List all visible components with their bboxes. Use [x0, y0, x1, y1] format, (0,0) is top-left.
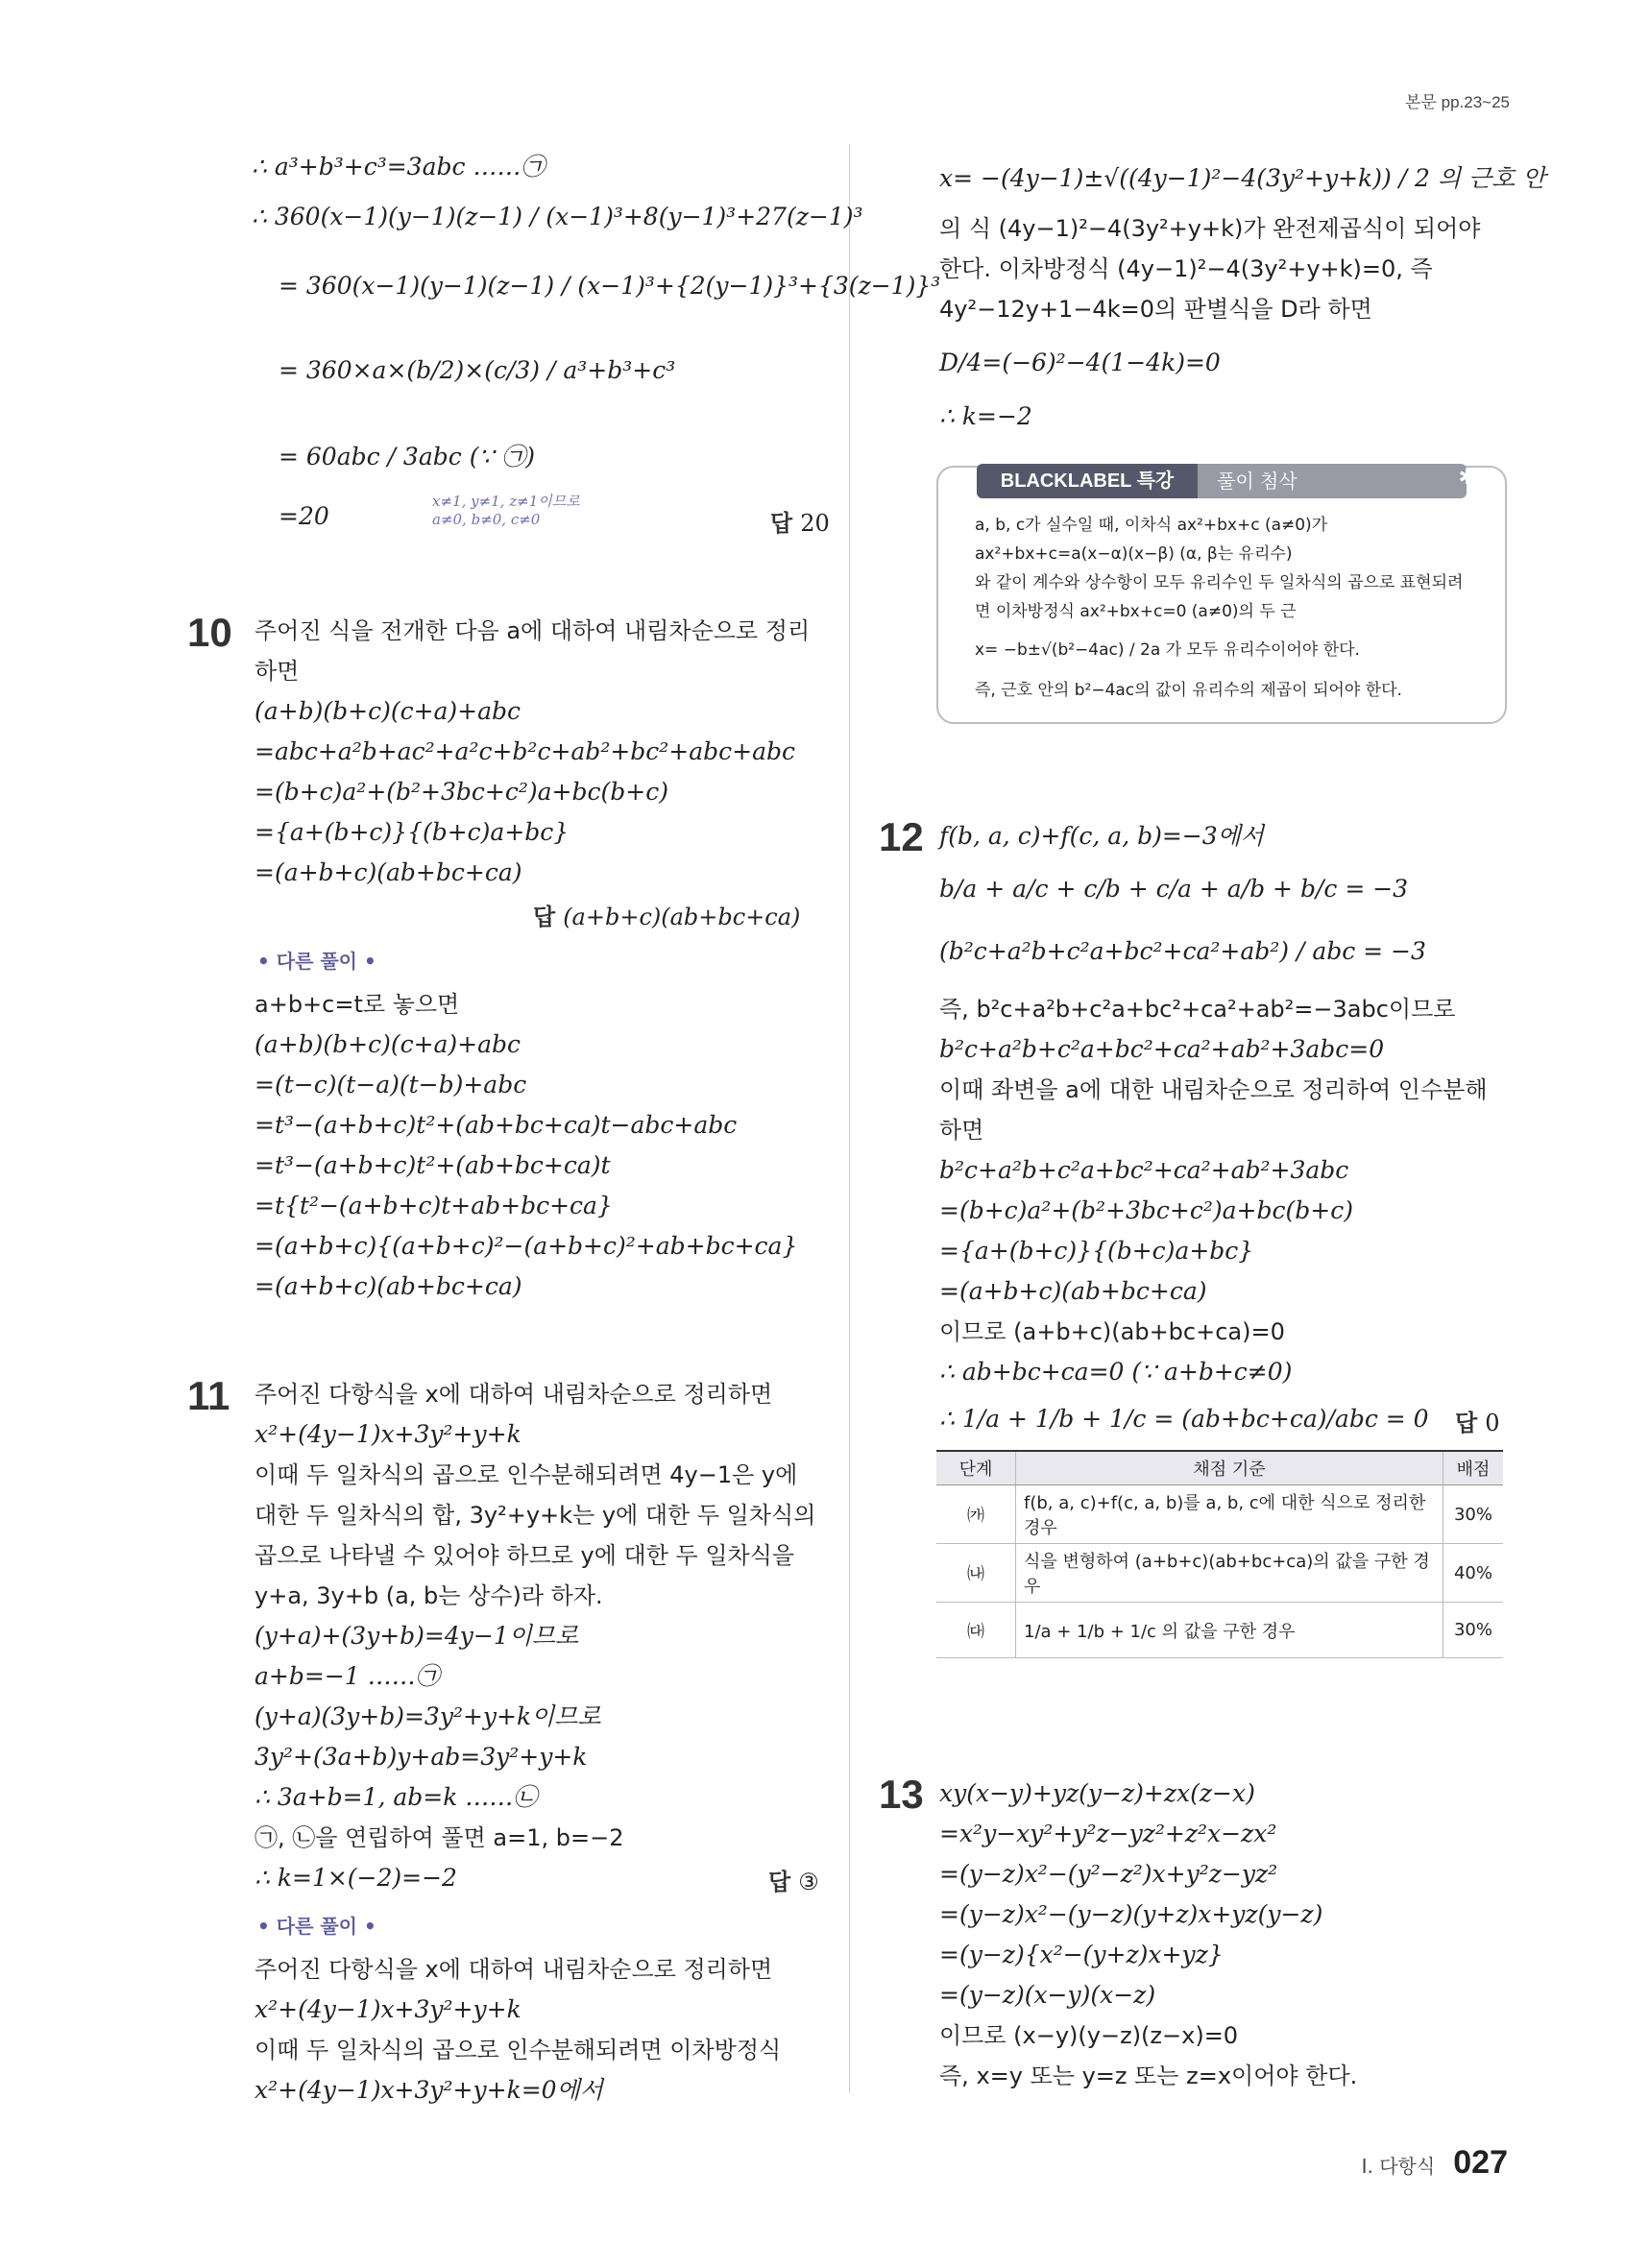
eq-line: = 360×a×(b/2)×(c/3) / a³+b³+c³	[279, 356, 676, 384]
section-title: Ⅰ. 다항식	[1361, 2155, 1436, 2178]
eq-line: ={a+(b+c)}{(b+c)a+bc}	[255, 818, 570, 846]
criterion-cell: 1/a + 1/b + 1/c 의 값을 구한 경우	[1016, 1603, 1443, 1658]
text-line: 즉, x=y 또는 y=z 또는 z=x이어야 한다.	[939, 2063, 1358, 2089]
box-line: 면 이차방정식 ax²+bx+c=0 (a≠0)의 두 근	[975, 602, 1297, 621]
answer-value: 20	[800, 510, 830, 537]
eq-line: (a+b)(b+c)(c+a)+abc	[255, 1030, 521, 1058]
box-tab-subtitle: 풀이 첨삭	[1198, 464, 1467, 498]
text-line: 이때 두 일차식의 곱으로 인수분해되려면 이차방정식	[255, 2037, 782, 2063]
eq-line: b²c+a²b+c²a+bc²+ca²+ab²+3abc=0	[939, 1035, 1385, 1063]
eq-line: =(a+b+c)(ab+bc+ca)	[939, 1277, 1207, 1305]
eq-line: =(y−z)x²−(y²−z²)x+y²z−yz²	[939, 1860, 1278, 1888]
eq-line: = 60abc / 3abc (∵ ㉠)	[279, 443, 536, 470]
blacklabel-box	[936, 466, 1507, 724]
answer-label: 답	[768, 1869, 791, 1895]
eq-line: =(a+b+c)(ab+bc+ca)	[255, 858, 522, 886]
eq-line: ∴ 3a+b=1, ab=k ……㉡	[255, 1783, 538, 1811]
table-row	[936, 1603, 1503, 1658]
text-line: 의 식 (4y−1)²−4(3y²+y+k)가 완전제곱식이 되어야	[939, 215, 1481, 242]
eq-line: ∴ 1/a + 1/b + 1/c = (ab+bc+ca)/abc = 0	[939, 1405, 1429, 1433]
eq-line: ∴ ab+bc+ca=0 (∵ a+b+c≠0)	[939, 1358, 1293, 1386]
column-divider	[849, 144, 850, 2093]
text-line: ㉠, ㉡을 연립하여 풀면 a=1, b=−2	[255, 1824, 624, 1851]
text-line: 주어진 식을 전개한 다음 a에 대하여 내림차순으로 정리	[255, 617, 811, 644]
alt-solution-label: • 다른 풀이 •	[257, 950, 376, 973]
text-line: 이므로 (x−y)(y−z)(z−x)=0	[939, 2022, 1239, 2049]
text-line: 주어진 다항식을 x에 대하여 내림차순으로 정리하면	[255, 1956, 773, 1983]
text-line: 하면	[939, 1117, 984, 1144]
answer	[768, 1863, 819, 1896]
table-header-row	[936, 1451, 1503, 1485]
box-tab-title: BLACKLABEL 특강	[977, 464, 1198, 498]
answer-value: ③	[798, 1869, 819, 1895]
text-line: 대한 두 일차식의 합, 3y²+y+k는 y에 대한 두 일차식의	[255, 1502, 816, 1529]
box-line: a, b, c가 실수일 때, 이차식 ax²+bx+c (a≠0)가	[975, 516, 1328, 535]
answer-label: 답	[533, 904, 556, 930]
table-row	[936, 1544, 1503, 1603]
eq-line: D/4=(−6)²−4(1−4k)=0	[939, 349, 1221, 376]
score-cell: 30%	[1443, 1485, 1504, 1544]
text-line: 4y²−12y+1−4k=0의 판별식을 D라 하면	[939, 296, 1372, 323]
eq-line: =(a+b+c)(ab+bc+ca)	[255, 1272, 522, 1300]
problem-number: 11	[187, 1373, 230, 1418]
eq-line: ∴ k=1×(−2)=−2	[255, 1864, 457, 1892]
text-line: 이므로 (a+b+c)(ab+bc+ca)=0	[939, 1318, 1285, 1345]
text-line: 한다. 이차방정식 (4y−1)²−4(3y²+y+k)=0, 즉	[939, 255, 1433, 282]
eq-line: = 360(x−1)(y−1)(z−1) / (x−1)³+{2(y−1)}³+{3(z−1)}³	[279, 272, 941, 300]
step-cell: ㈐	[936, 1603, 1016, 1658]
problem-number: 10	[187, 610, 232, 655]
text-line: a+b+c=t로 놓으면	[255, 991, 460, 1018]
answer	[770, 504, 830, 538]
column-header: 배점	[1443, 1451, 1504, 1485]
eq-line: =(b+c)a²+(b²+3bc+c²)a+bc(b+c)	[939, 1196, 1353, 1224]
alt-solution-label: • 다른 풀이 •	[257, 1915, 376, 1938]
eq-line: =(t−c)(t−a)(t−b)+abc	[255, 1071, 527, 1098]
eq-line: ∴ a³+b³+c³=3abc ……㉠	[252, 153, 546, 181]
star-icon: ✱	[1458, 466, 1476, 490]
text-line: 하면	[255, 658, 300, 685]
text-line: 이때 좌변을 a에 대한 내림차순으로 정리하여 인수분해	[939, 1076, 1488, 1103]
text-line: 즉, b²c+a²b+c²a+bc²+ca²+ab²=−3abc이므로	[939, 996, 1456, 1023]
eq-line: x= −(4y−1)±√((4y−1)²−4(3y²+y+k)) / 2 의 근호 안	[939, 164, 1546, 192]
eq-line: =t³−(a+b+c)t²+(ab+bc+ca)t−abc+abc	[255, 1111, 738, 1139]
box-line: 와 같이 계수와 상수항이 모두 유리수인 두 일차식의 곱으로 표현되려	[975, 573, 1464, 592]
text-line: 이때 두 일차식의 곱으로 인수분해되려면 4y−1은 y에	[255, 1461, 798, 1488]
page-number: 027	[1453, 2144, 1508, 2181]
answer	[1455, 1404, 1499, 1437]
eq-line: =(y−z){x²−(y+z)x+yz}	[939, 1941, 1224, 1968]
eq-line: ={a+(b+c)}{(b+c)a+bc}	[939, 1237, 1254, 1265]
text-line: 곱으로 나타낼 수 있어야 하므로 y에 대한 두 일차식을	[255, 1542, 795, 1569]
step-cell: ㈏	[936, 1544, 1016, 1603]
eq-line: =(b+c)a²+(b²+3bc+c²)a+bc(b+c)	[255, 778, 668, 806]
criterion-cell: 식을 변형하여 (a+b+c)(ab+bc+ca)의 값을 구한 경우	[1016, 1544, 1443, 1603]
criterion-cell: f(b, a, c)+f(c, a, b)를 a, b, c에 대한 식으로 정리한 경우	[1016, 1485, 1443, 1544]
column-header: 채점 기준	[1016, 1451, 1443, 1485]
eq-line: =t{t²−(a+b+c)t+ab+bc+ca}	[255, 1192, 613, 1219]
answer-label: 답	[1455, 1410, 1478, 1436]
eq-line: b/a + a/c + c/b + c/a + a/b + b/c = −3	[939, 875, 1409, 903]
eq-line: =20	[279, 502, 329, 530]
answer-value: 0	[1485, 1410, 1500, 1436]
side-note: x≠1, y≠1, z≠1이므로	[432, 493, 580, 510]
text-line: y+a, 3y+b (a, b는 상수)라 하자.	[255, 1582, 603, 1609]
eq-line: =(a+b+c){(a+b+c)²−(a+b+c)²+ab+bc+ca}	[255, 1232, 798, 1260]
eq-line: xy(x−y)+yz(y−z)+zx(z−x)	[939, 1779, 1255, 1807]
eq-line: ∴ 360(x−1)(y−1)(z−1) / (x−1)³+8(y−1)³+27(z−1)³	[252, 203, 863, 230]
problem-number: 13	[879, 1772, 924, 1817]
answer	[533, 898, 800, 931]
score-cell: 30%	[1443, 1603, 1504, 1658]
side-note: a≠0, b≠0, c≠0	[432, 511, 541, 528]
page-footer	[1362, 2144, 1508, 2182]
eq-line: x²+(4y−1)x+3y²+y+k	[255, 1995, 521, 2023]
eq-line: x²+(4y−1)x+3y²+y+k=0에서	[255, 2076, 603, 2104]
eq-line: =t³−(a+b+c)t²+(ab+bc+ca)t	[255, 1151, 611, 1179]
eq-line: b²c+a²b+c²a+bc²+ca²+ab²+3abc	[939, 1156, 1349, 1184]
score-cell: 40%	[1443, 1544, 1504, 1603]
eq-line: =abc+a²b+ac²+a²c+b²c+ab²+bc²+abc+abc	[255, 737, 796, 765]
eq-line: (y+a)(3y+b)=3y²+y+k이므로	[255, 1702, 601, 1730]
box-line: 즉, 근호 안의 b²−4ac의 값이 유리수의 제곱이 되어야 한다.	[975, 681, 1402, 700]
eq-line: (b²c+a²b+c²a+bc²+ca²+ab²) / abc = −3	[939, 937, 1426, 965]
eq-line: (y+a)+(3y+b)=4y−1이므로	[255, 1622, 579, 1650]
box-line: x= −b±√(b²−4ac) / 2a 가 모두 유리수이어야 한다.	[975, 640, 1360, 660]
step-cell: ㈎	[936, 1485, 1016, 1544]
text-line: 주어진 다항식을 x에 대하여 내림차순으로 정리하면	[255, 1381, 773, 1408]
answer-value: (a+b+c)(ab+bc+ca)	[563, 904, 801, 930]
column-header: 단계	[936, 1451, 1016, 1485]
eq-line: 3y²+(3a+b)y+ab=3y²+y+k	[255, 1743, 588, 1771]
table-row	[936, 1485, 1503, 1544]
eq-line: (a+b)(b+c)(c+a)+abc	[255, 697, 521, 725]
grading-table	[936, 1450, 1503, 1658]
problem-number: 12	[879, 814, 924, 859]
eq-line: a+b=−1 ……㉠	[255, 1662, 440, 1690]
eq-line: f(b, a, c)+f(c, a, b)=−3에서	[939, 822, 1264, 850]
eq-line: ∴ k=−2	[939, 402, 1032, 430]
page-reference: 본문 pp.23~25	[1405, 93, 1510, 111]
eq-line: =x²y−xy²+y²z−yz²+z²x−zx²	[939, 1820, 1277, 1847]
answer-label: 답	[770, 510, 793, 537]
eq-line: x²+(4y−1)x+3y²+y+k	[255, 1420, 521, 1448]
eq-line: =(y−z)x²−(y−z)(y+z)x+yz(y−z)	[939, 1900, 1323, 1928]
box-line: ax²+bx+c=a(x−α)(x−β) (α, β는 유리수)	[975, 544, 1293, 564]
eq-line: =(y−z)(x−y)(x−z)	[939, 1981, 1156, 2009]
